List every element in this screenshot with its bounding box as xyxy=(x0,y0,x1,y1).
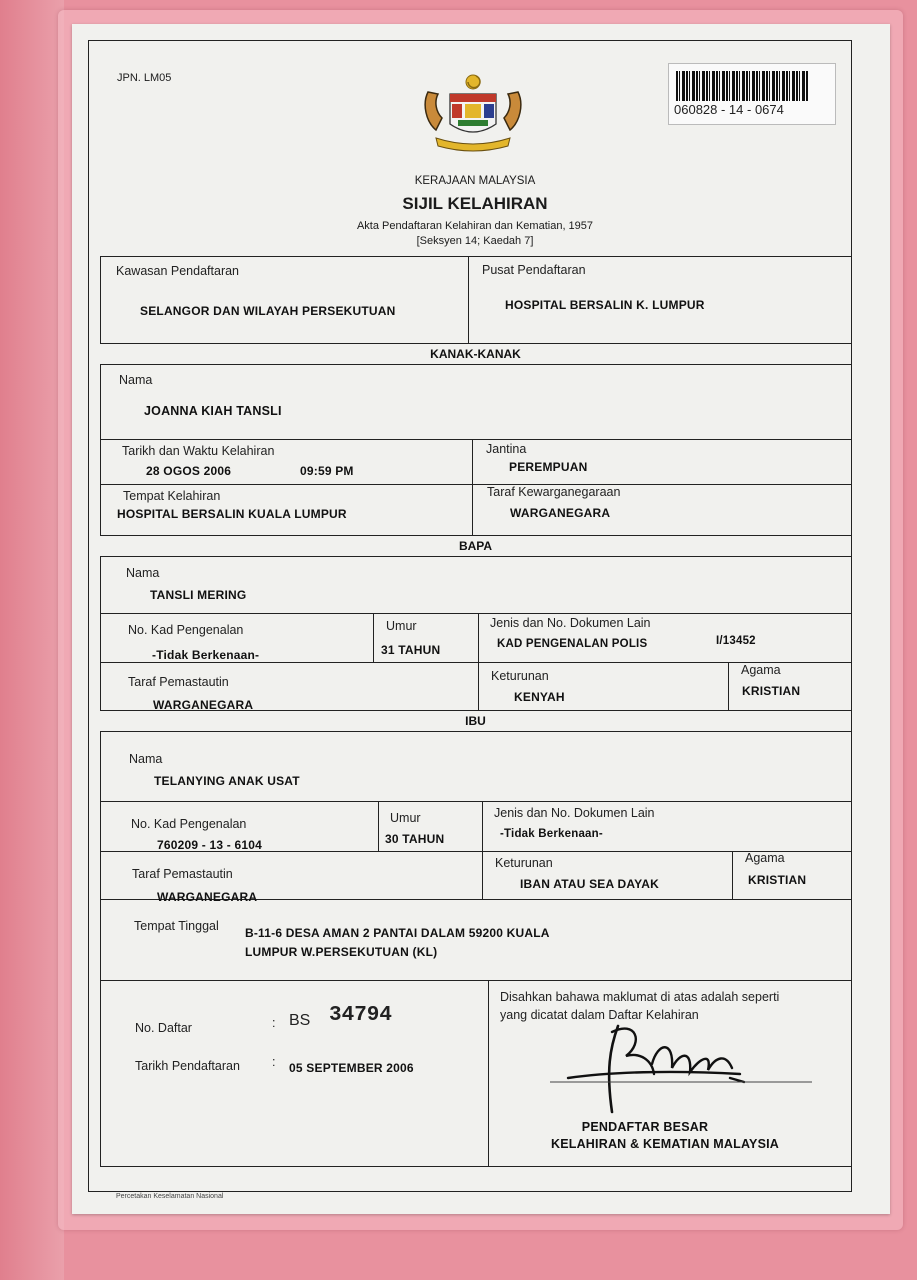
rule xyxy=(373,613,374,662)
signatory-department: KELAHIRAN & KEMATIAN MALAYSIA xyxy=(550,1137,780,1151)
registration-date-value: 05 SEPTEMBER 2006 xyxy=(289,1061,414,1075)
rule xyxy=(100,980,851,981)
father-doc-value: KAD PENGENALAN POLIS xyxy=(497,638,648,650)
registration-date-label: Tarikh Pendaftaran xyxy=(135,1059,240,1073)
mother-age-value: 30 TAHUN xyxy=(385,832,445,846)
address-label: Tempat Tinggal xyxy=(134,919,219,933)
address-line-2: LUMPUR W.PERSEKUTUAN (KL) xyxy=(245,945,438,959)
mother-name-value: TELANYING ANAK USAT xyxy=(154,774,300,788)
father-ic-value: -Tidak Berkenaan- xyxy=(152,648,260,662)
rule xyxy=(100,801,851,802)
father-religion-label: Agama xyxy=(741,663,781,677)
mother-race-value: IBAN ATAU SEA DAYAK xyxy=(520,877,659,891)
father-age-value: 31 TAHUN xyxy=(381,643,441,657)
rule xyxy=(100,484,851,485)
folder-edge xyxy=(0,0,64,1280)
father-race-label: Keturunan xyxy=(491,669,549,683)
mother-doc-label: Jenis dan No. Dokumen Lain xyxy=(494,806,655,820)
father-section-header: BAPA xyxy=(100,535,851,557)
citizenship-label: Taraf Kewarganegaraan xyxy=(487,485,621,499)
child-section-header: KANAK-KANAK xyxy=(100,343,851,365)
mother-name-label: Nama xyxy=(129,752,163,766)
rule xyxy=(488,980,489,1166)
rule xyxy=(100,613,851,614)
birth-date-value: 28 OGOS 2006 xyxy=(146,464,232,478)
citizenship-value: WARGANEGARA xyxy=(510,506,611,520)
birthplace-label: Tempat Kelahiran xyxy=(123,489,221,503)
section-reference: [Seksyen 14; Kaedah 7] xyxy=(416,235,534,247)
rule xyxy=(482,801,483,899)
certification-line-2: yang dicatat dalam Daftar Kelahiran xyxy=(500,1008,699,1022)
rule xyxy=(100,662,851,663)
rule xyxy=(478,613,479,710)
mother-ic-label: No. Kad Pengenalan xyxy=(131,817,247,831)
rule xyxy=(472,439,473,535)
printer-credit: Percetakan Keselamatan Nasional xyxy=(116,1193,224,1200)
mother-religion-value: KRISTIAN xyxy=(748,873,807,887)
register-number-prefix: BS xyxy=(289,1012,311,1029)
barcode-number: 060828 - 14 - 0674 xyxy=(674,102,784,117)
child-name-label: Nama xyxy=(119,373,153,387)
rule xyxy=(378,801,379,851)
father-name-value: TANSLI MERING xyxy=(150,588,247,602)
rule xyxy=(728,662,729,710)
registration-area-label: Kawasan Pendaftaran xyxy=(116,264,240,278)
father-name-label: Nama xyxy=(126,566,160,580)
mother-residency-value: WARGANEGARA xyxy=(157,890,258,904)
father-age-label: Umur xyxy=(386,619,417,633)
mother-religion-label: Agama xyxy=(745,851,785,865)
form-code: JPN. LM05 xyxy=(117,72,172,84)
registration-date-colon: : xyxy=(272,1055,276,1069)
birth-time-value: 09:59 PM xyxy=(300,464,354,478)
rule xyxy=(100,439,851,440)
act-reference: Akta Pendaftaran Kelahiran dan Kematian, 1957 xyxy=(356,220,594,232)
child-name-value: JOANNA KIAH TANSLI xyxy=(144,404,282,418)
father-race-value: KENYAH xyxy=(514,690,565,704)
registration-area-value: SELANGOR DAN WILAYAH PERSEKUTUAN xyxy=(140,304,396,318)
coat-of-arms-icon xyxy=(418,72,528,156)
certificate-title: SIJIL KELAHIRAN xyxy=(402,194,548,213)
rule xyxy=(468,256,469,344)
mother-residency-label: Taraf Pemastautin xyxy=(132,867,233,881)
register-number-colon: : xyxy=(272,1016,276,1030)
father-residency-label: Taraf Pemastautin xyxy=(128,675,229,689)
rule xyxy=(100,1166,851,1167)
father-ic-label: No. Kad Pengenalan xyxy=(128,623,244,637)
register-number-value: 34794 xyxy=(329,1004,393,1027)
address-line-1: B-11-6 DESA AMAN 2 PANTAI DALAM 59200 KUALA xyxy=(245,926,550,940)
government-heading: KERAJAAN MALAYSIA xyxy=(414,175,536,187)
registrar-signature xyxy=(540,1012,820,1120)
birth-datetime-label: Tarikh dan Waktu Kelahiran xyxy=(122,444,275,458)
mother-race-label: Keturunan xyxy=(495,856,553,870)
gender-value: PEREMPUAN xyxy=(509,460,588,474)
register-number-label: No. Daftar xyxy=(135,1021,192,1035)
rule xyxy=(732,851,733,899)
gender-label: Jantina xyxy=(486,442,527,456)
registration-centre-label: Pusat Pendaftaran xyxy=(482,263,586,277)
registration-centre-value: HOSPITAL BERSALIN K. LUMPUR xyxy=(505,298,705,312)
father-doc-number: I/13452 xyxy=(716,635,756,647)
mother-doc-value: -Tidak Berkenaan- xyxy=(500,828,603,840)
father-religion-value: KRISTIAN xyxy=(742,684,801,698)
birthplace-value: HOSPITAL BERSALIN KUALA LUMPUR xyxy=(117,507,347,521)
rule xyxy=(100,256,851,257)
rule xyxy=(851,256,852,1166)
father-residency-value: WARGANEGARA xyxy=(153,698,254,712)
mother-age-label: Umur xyxy=(390,811,421,825)
barcode-icon xyxy=(676,71,808,101)
mother-section-header: IBU xyxy=(100,710,851,732)
father-doc-label: Jenis dan No. Dokumen Lain xyxy=(490,616,651,630)
certification-line-1: Disahkan bahawa maklumat di atas adalah seperti xyxy=(500,990,780,1004)
mother-ic-value: 760209 - 13 - 6104 xyxy=(157,838,263,852)
signatory-title: PENDAFTAR BESAR xyxy=(581,1120,709,1134)
